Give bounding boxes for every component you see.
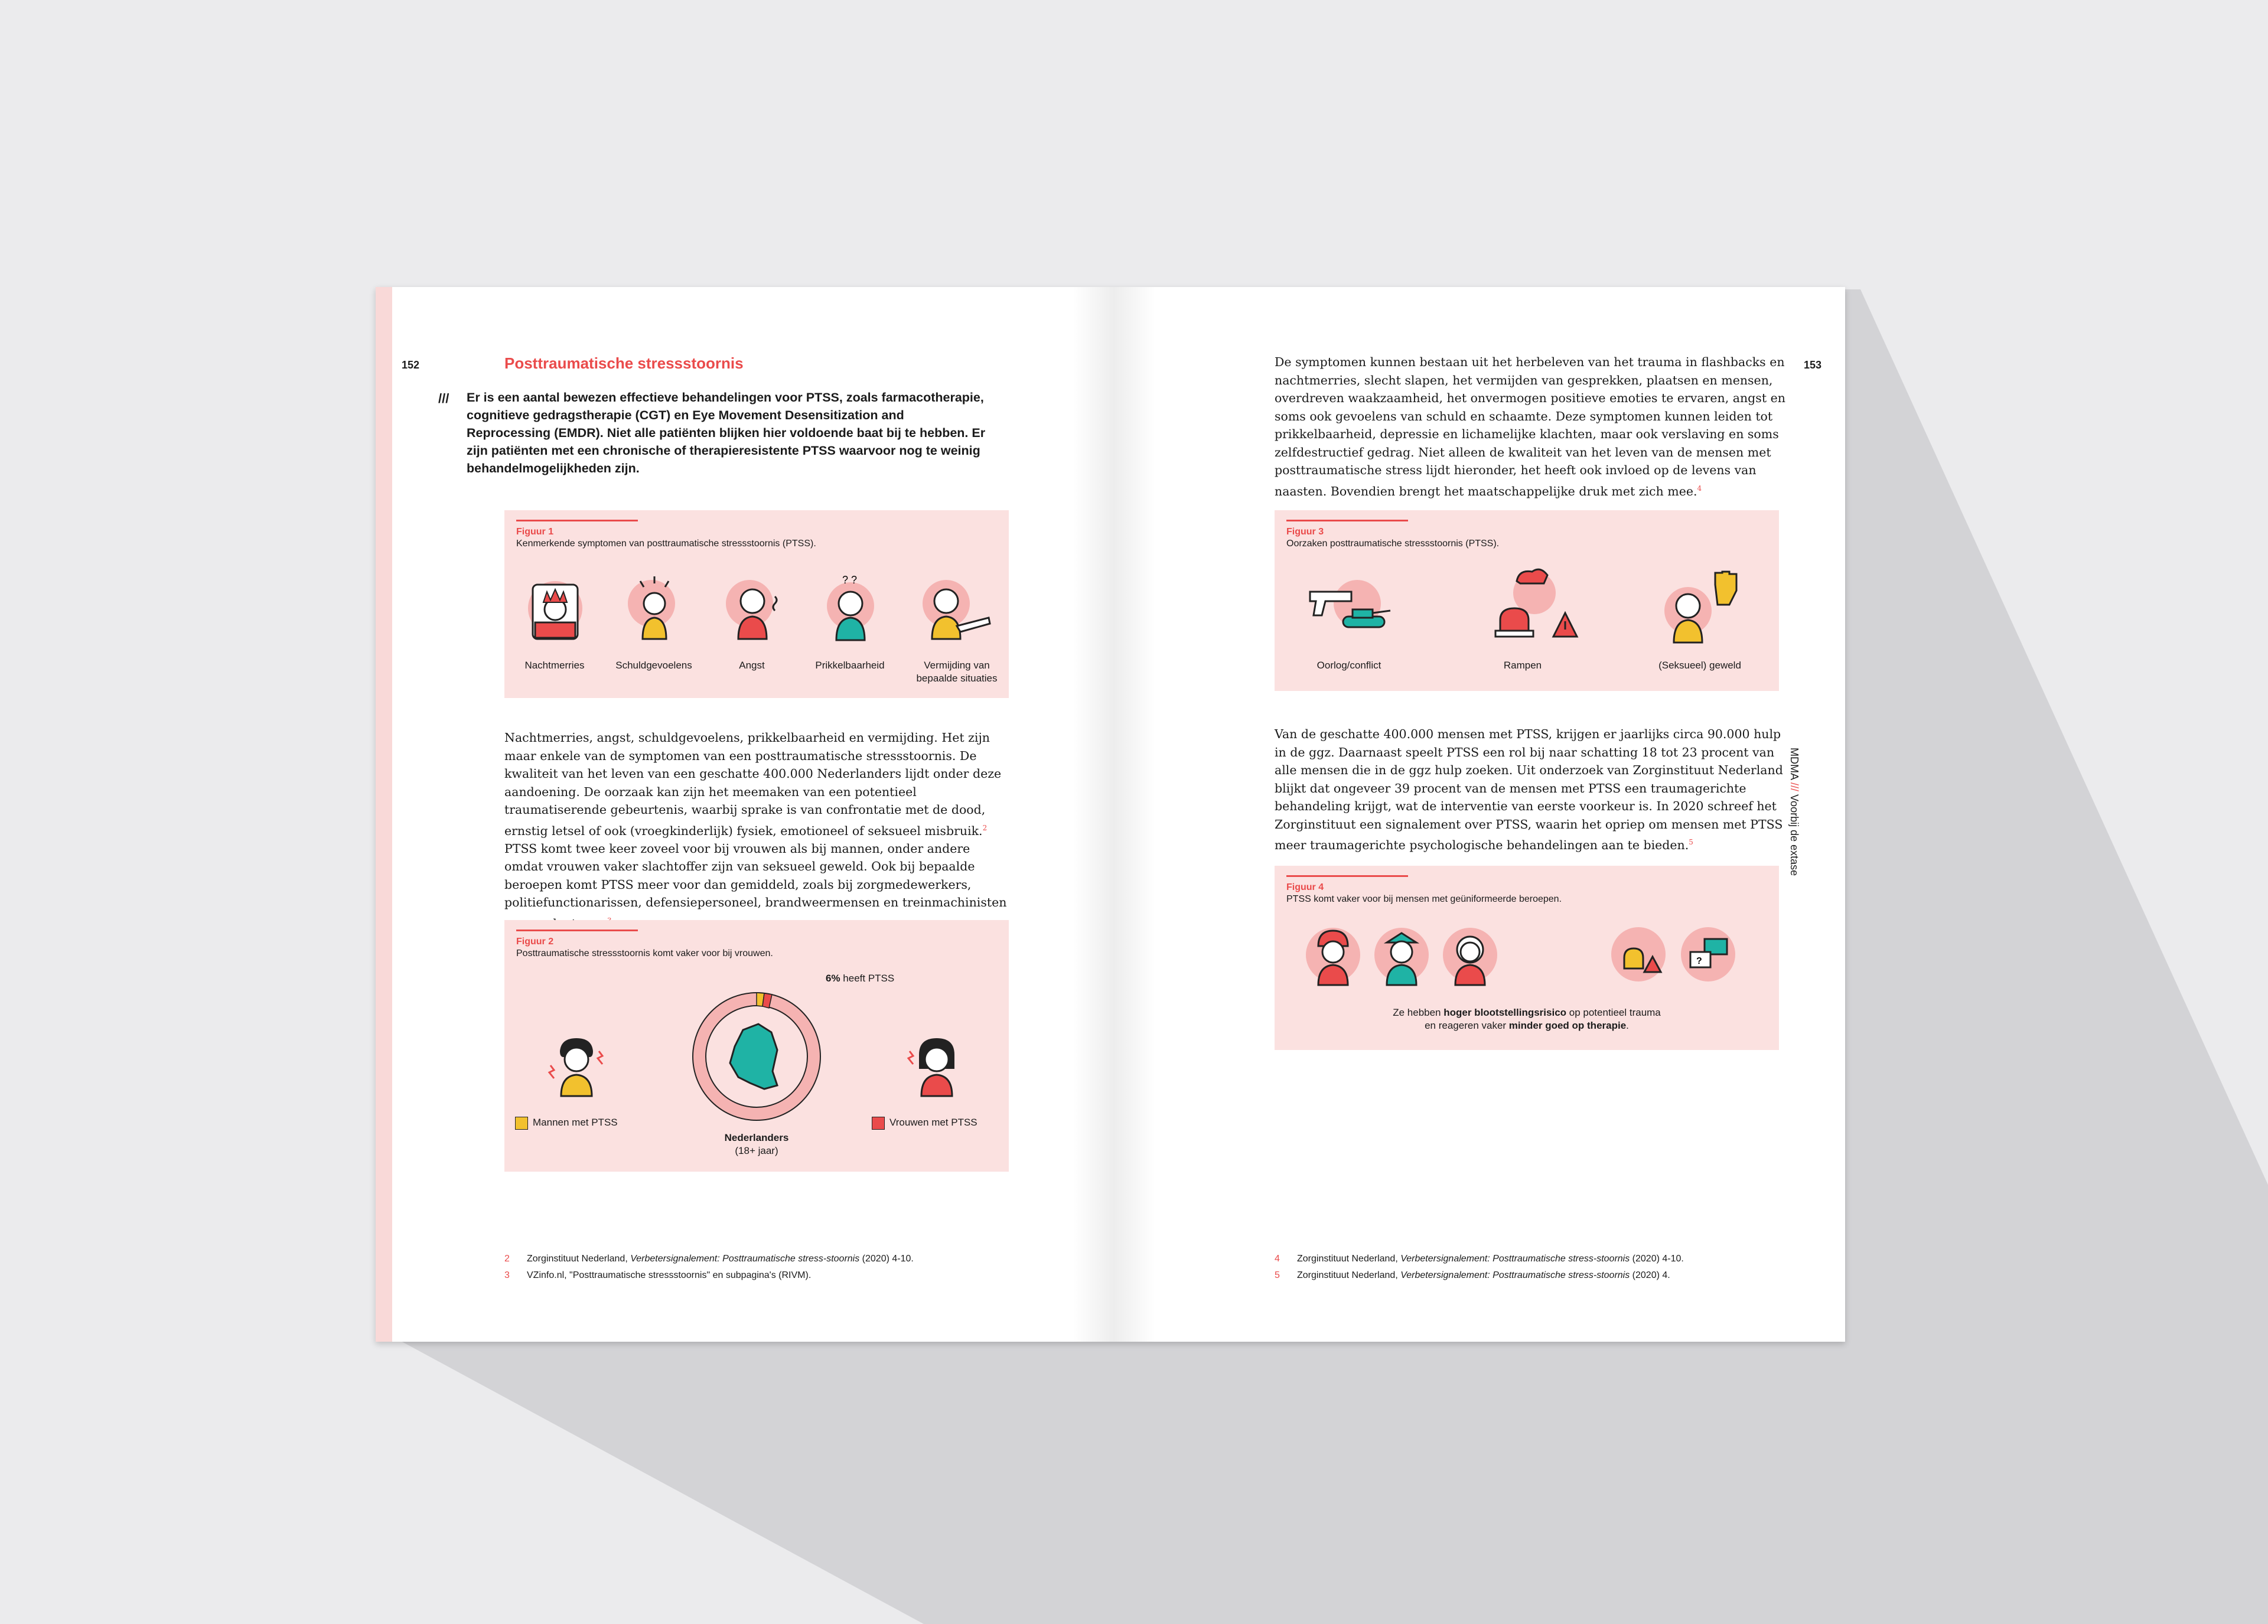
center-label: Nederlanders xyxy=(724,1132,789,1143)
body-text: De symptomen kunnen bestaan uit het herbeleven van het trauma in flashbacks en nachtmerries, slecht slapen, het vermijden van gesprekken, plaatsen en mensen, overdreven waakzaamheid, het onvermogen positieve emoties te ervaren, angst en soms ook gevoelens van schuld en schaamte. Deze symptomen kunnen leiden tot prikkelbaarheid, depressie en lichamelijke klachten, maar ook verslaving en soms zelfdestructief gedrag. Niet alleen de kwaliteit van het leven van de mensen met posttraumatische stress lijdt hieronder, het heeft ook invloed op de levens van naasten. Bovendien brengt het maatschappelijke druk met zich mee. xyxy=(1275,355,1785,498)
footnote-ref: 4 xyxy=(1697,484,1702,493)
svg-text:? ?: ? ? xyxy=(842,574,858,586)
symptom-label: Nachtmerries xyxy=(524,660,585,671)
healthcare-worker-icon xyxy=(1438,922,1503,987)
figure-label: Figuur 4 xyxy=(1286,882,1324,892)
ptss-percentage: 6% xyxy=(826,973,840,984)
footnote xyxy=(1275,1267,1806,1284)
legend-men-label: Mannen met PTSS xyxy=(533,1117,618,1128)
figure-caption: Kenmerkende symptomen van posttraumatische stressstoornis (PTSS). xyxy=(516,539,816,549)
lead-marker: /// xyxy=(438,391,449,406)
footnotes-right xyxy=(1275,1251,1806,1284)
figure-3 xyxy=(1275,510,1779,691)
footnote-ref: 5 xyxy=(1689,838,1693,846)
nightmare-icon xyxy=(520,573,591,644)
irritability-icon xyxy=(815,569,886,644)
footnote-number: 3 xyxy=(504,1270,510,1280)
text: . xyxy=(1626,1020,1629,1031)
disaster-icon xyxy=(1475,563,1582,640)
figure-label: Figuur 3 xyxy=(1286,527,1324,537)
legend-women-label: Vrouwen met PTSS xyxy=(889,1117,977,1128)
lead-paragraph: Er is een aantal bewezen effectieve behandelingen voor PTSS, zoals farmacotherapie, cognitieve gedragstherapie (CGT) en Eye Movement Desensitization and Reprocessing (EMDR). Niet alle patiënten blijken hier voldoende baat bij te hebben. Er zijn patiënten met een chronische of therapieresistente PTSS waarvoor nog te weinig behandelmogelijkheden zijn. xyxy=(467,390,986,475)
footnote-rest: (2020) 4-10. xyxy=(1630,1254,1684,1264)
anxiety-icon xyxy=(717,573,788,644)
book-shadow-side xyxy=(1807,289,2268,1341)
body-text: Van de geschatte 400.000 mensen met PTSS, krijgen er jaarlijks circa 90.000 hulp in de ggz. Daarnaast speelt PTSS een rol bij naar schatting 18 tot 23 procent van alle mensen die in de ggz hulp zoeken. Uit onderzoek van Zorginstituut Nederland blijkt dat ongeveer 39 procent van de mensen met PTSS een traumagerichte behandeling krijgt, wat de interventie van eerste voorkeur is. In 2020 schreef het Zorginstituut een signalement over PTSS, waarin het opriep om mensen met PTSS meer traumagerichte psychologische behandelingen aan te bieden. xyxy=(1275,727,1783,852)
figure-caption: Posttraumatische stressstoornis komt vaker voor bij vrouwen. xyxy=(516,948,773,958)
woman-avatar-icon xyxy=(904,1033,969,1098)
body-text: PTSS komt twee keer zoveel voor bij vrouwen als bij mannen, onder andere omdat vrouwen vaker slachtoffer zijn van seksueel geweld. Ook bij bepaalde beroepen komt PTSS meer voor dan gemiddeld, zoals bij zorgmedewerkers, politiefunctionarissen, defensiepersoneel, brandweermensen en treinmachinisten xyxy=(504,841,1007,910)
avoidance-icon xyxy=(915,573,998,644)
footnote-number: 4 xyxy=(1275,1254,1280,1264)
firefighter-icon xyxy=(1301,922,1366,987)
svg-text:?: ? xyxy=(1696,956,1702,966)
man-avatar-icon xyxy=(543,1033,608,1098)
footnote-text: Zorginstituut Nederland, xyxy=(1297,1254,1401,1264)
emphasis: minder goed op therapie xyxy=(1508,1020,1627,1031)
figure4-text-line2 xyxy=(1275,1019,1779,1032)
text: Ze hebben xyxy=(1393,1007,1444,1018)
figure4-text-line1 xyxy=(1275,1006,1779,1019)
footnote-title: Verbetersignalement: Posttraumatische stress-stoornis xyxy=(1400,1270,1630,1280)
footnote-ref: 2 xyxy=(982,823,988,832)
figure-1 xyxy=(504,510,1009,698)
figure-caption: PTSS komt vaker voor bij mensen met geüniformeerde beroepen. xyxy=(1286,894,1562,904)
page-number-left: 152 xyxy=(402,359,420,371)
title-separator: /// xyxy=(1788,782,1800,792)
figure-2 xyxy=(504,920,1009,1172)
figure-caption: Oorzaken posttraumatische stressstoornis (PTSS). xyxy=(1286,539,1500,549)
figure-rule xyxy=(516,930,638,931)
footnote-rest: (2020) 4-10. xyxy=(859,1254,914,1264)
netherlands-donut xyxy=(689,989,825,1124)
footnote-number: 2 xyxy=(504,1254,510,1264)
emphasis: hoger blootstellingsrisico xyxy=(1443,1007,1567,1018)
figure-label: Figuur 1 xyxy=(516,527,554,537)
body-paragraph-right-mid xyxy=(1275,725,1786,854)
book-gutter xyxy=(1073,287,1155,1342)
figure-rule xyxy=(1286,875,1408,877)
footnote-text: Zorginstituut Nederland, xyxy=(527,1254,631,1264)
footnote-rest: (2020) 4. xyxy=(1630,1270,1670,1280)
footnote-title: Verbetersignalement: Posttraumatische stress-stoornis xyxy=(1400,1254,1630,1264)
footnote xyxy=(1275,1251,1806,1267)
footnote xyxy=(504,1251,1036,1267)
figure-label: Figuur 2 xyxy=(516,937,554,947)
page-edge xyxy=(376,287,392,1342)
war-conflict-icon xyxy=(1302,572,1396,637)
text: op potentieel trauma xyxy=(1566,1007,1661,1018)
cause-label: Oorlog/conflict xyxy=(1317,660,1381,671)
chapter-title: Posttraumatische stressstoornis xyxy=(504,354,744,372)
open-book-spread xyxy=(376,287,1845,1342)
guilt-icon xyxy=(619,573,690,644)
figure-rule xyxy=(1286,520,1408,521)
figure-rule xyxy=(516,520,638,521)
footnote-text: VZinfo.nl, "Posttraumatische stressstoornis" en subpagina's (RIVM). xyxy=(527,1270,812,1280)
body-text: Nachtmerries, angst, schuldgevoelens, prikkelbaarheid en vermijding. Het zijn maar enkele van de symptomen van een posttraumatische stressstoornis. De kwaliteit van het leven van een geschatte 400.000 Nederlanders lijdt onder deze aandoening. De oorzaak kan zijn het meemaken van een potentieel traumatiserende gebeurtenis, waarbij sprake is van confrontatie met de dood, ernstig letsel of ook (vroegkinderlijk) fysiek, emotioneel of seksueel misbruik. xyxy=(504,731,1002,838)
legend-men xyxy=(515,1116,618,1130)
cause-label: Rampen xyxy=(1503,660,1542,671)
body-paragraph-left xyxy=(504,729,1009,932)
legend-swatch-men xyxy=(515,1117,528,1130)
running-title xyxy=(1788,748,1800,876)
legend-swatch-women xyxy=(872,1117,885,1130)
figure-4 xyxy=(1275,866,1779,1050)
legend-women xyxy=(872,1116,977,1130)
footnote-number: 5 xyxy=(1275,1270,1280,1280)
ptss-percentage-text: heeft PTSS xyxy=(840,973,895,984)
page-number-right: 153 xyxy=(1804,359,1822,371)
book-shadow xyxy=(378,1329,2268,1624)
body-paragraph-right-top xyxy=(1275,353,1786,500)
footnote-text: Zorginstituut Nederland, xyxy=(1297,1270,1401,1280)
violence-icon xyxy=(1658,567,1747,644)
symptom-label: Angst xyxy=(739,660,765,671)
ptss-percentage-label xyxy=(826,972,894,985)
book-subtitle: Voorbij de extase xyxy=(1788,794,1800,876)
center-sublabel: (18+ jaar) xyxy=(735,1145,778,1156)
text: en reageren vaker xyxy=(1425,1020,1509,1031)
cause-label: (Seksueel) geweld xyxy=(1658,660,1741,671)
symptom-label: Vermijding van bepaalde situaties xyxy=(916,660,998,684)
book-title: MDMA xyxy=(1788,748,1800,780)
therapy-chat-icon xyxy=(1679,925,1738,984)
footnotes-left xyxy=(504,1251,1036,1284)
police-officer-icon xyxy=(1369,922,1434,987)
footnote-title: Verbetersignalement: Posttraumatische stress-stoornis xyxy=(630,1254,860,1264)
risk-alarm-icon xyxy=(1609,925,1668,984)
symptom-label: Schuldgevoelens xyxy=(615,660,692,671)
symptom-label: Prikkelbaarheid xyxy=(815,660,885,671)
footnote xyxy=(504,1267,1036,1284)
